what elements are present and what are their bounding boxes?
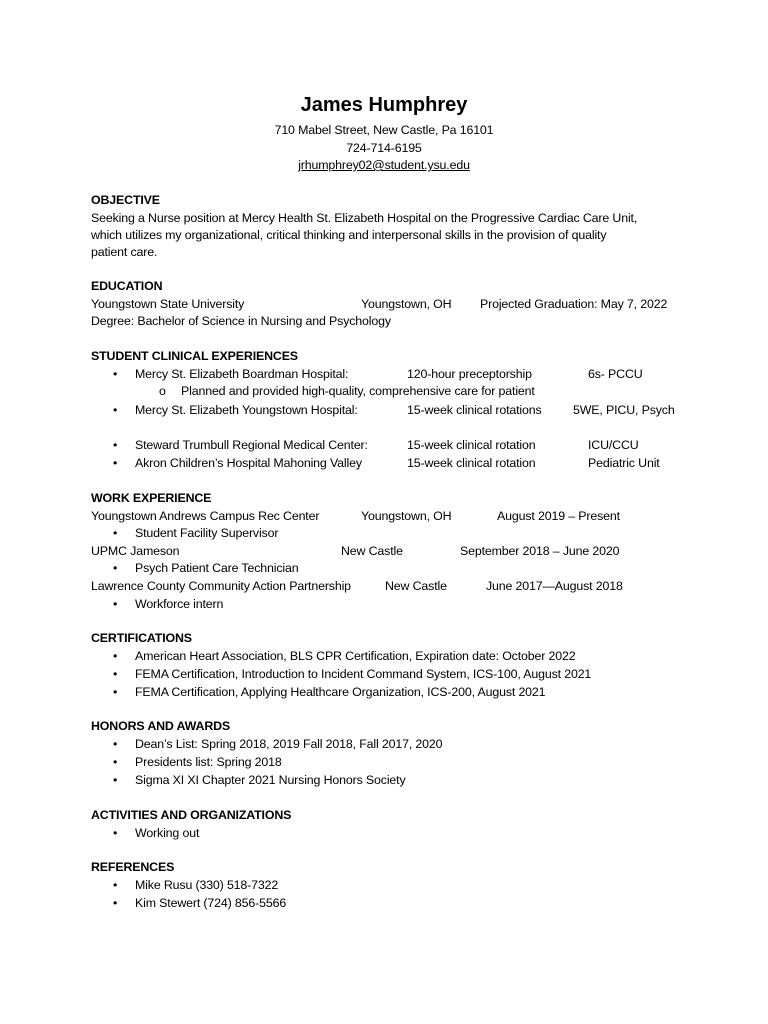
bullet-icon: • — [113, 878, 118, 892]
clinical-unit: ICU/CCU — [588, 438, 639, 452]
clinical-unit: 6s- PCCU — [588, 367, 643, 381]
clinical-place: Mercy St. Elizabeth Youngstown Hospital: — [135, 403, 358, 417]
education-heading: EDUCATION — [91, 279, 163, 293]
clinical-duration: 120-hour preceptorship — [407, 367, 532, 381]
bullet-icon: • — [113, 367, 118, 381]
bullet-icon: • — [113, 737, 118, 751]
bullet-icon: • — [113, 896, 118, 910]
reference-item — [113, 895, 287, 911]
clinical-item — [113, 455, 362, 471]
work-heading: WORK EXPERIENCE — [91, 491, 212, 505]
certification-text: FEMA Certification, Introduction to Incident Command System, ICS-100, August 2021 — [135, 667, 592, 681]
work-role-item — [113, 596, 224, 612]
honor-item — [113, 754, 282, 770]
education-school: Youngstown State University — [91, 297, 245, 311]
candidate-phone: 724-714-6195 — [346, 141, 422, 155]
education-degree: Degree: Bachelor of Science in Nursing and Psychology — [91, 314, 391, 328]
clinical-duration: 15-week clinical rotation — [407, 438, 536, 452]
honors-heading: HONORS AND AWARDS — [91, 719, 231, 733]
work-role-item — [113, 525, 279, 541]
honor-text: Dean’s List: Spring 2018, 2019 Fall 2018, Fall 2017, 2020 — [135, 737, 443, 751]
activities-heading: ACTIVITIES AND ORGANIZATIONS — [91, 808, 292, 822]
honor-item — [113, 736, 443, 752]
clinical-unit: 5WE, PICU, Psych — [573, 403, 675, 417]
reference-text: Mike Rusu (330) 518-7322 — [135, 878, 279, 892]
honor-item — [113, 772, 406, 788]
reference-item — [113, 877, 279, 893]
bullet-icon: • — [113, 403, 118, 417]
clinical-place: Mercy St. Elizabeth Boardman Hospital: — [135, 367, 349, 381]
clinical-unit: Pediatric Unit — [588, 456, 660, 470]
clinical-sub-item — [159, 383, 535, 399]
bullet-icon: • — [113, 561, 118, 575]
work-employer: Lawrence County Community Action Partnership — [91, 579, 351, 593]
certification-item — [113, 666, 592, 682]
bullet-icon: • — [113, 456, 118, 470]
activity-text: Working out — [135, 826, 200, 840]
work-location: New Castle — [385, 579, 447, 593]
work-location: Youngstown, OH — [361, 509, 452, 523]
honor-text: Sigma XI XI Chapter 2021 Nursing Honors Society — [135, 773, 406, 787]
objective-line-2: which utilizes my organizational, critical thinking and interpersonal skills in the provision of quality — [91, 228, 607, 242]
work-dates: September 2018 – June 2020 — [460, 544, 620, 558]
work-dates: June 2017—August 2018 — [486, 579, 623, 593]
objective-line-1: Seeking a Nurse position at Mercy Health St. Elizabeth Hospital on the Progressive Cardiac Care Unit, — [91, 211, 638, 225]
bullet-icon: • — [113, 685, 118, 699]
reference-text: Kim Stewert (724) 856-5566 — [135, 896, 287, 910]
certification-item — [113, 684, 546, 700]
work-role-item — [113, 560, 299, 576]
certifications-heading: CERTIFICATIONS — [91, 631, 192, 645]
education-location: Youngstown, OH — [361, 297, 452, 311]
education-graduation: Projected Graduation: May 7, 2022 — [480, 297, 668, 311]
work-employer: Youngstown Andrews Campus Rec Center — [91, 509, 320, 523]
bullet-icon: • — [113, 755, 118, 769]
bullet-icon: • — [113, 826, 118, 840]
bullet-icon: • — [113, 773, 118, 787]
candidate-address: 710 Mabel Street, New Castle, Pa 16101 — [274, 123, 494, 137]
work-dates: August 2019 – Present — [497, 509, 620, 523]
work-role: Psych Patient Care Technician — [135, 561, 299, 575]
clinical-item — [113, 402, 358, 418]
clinical-place: Akron Children’s Hospital Mahoning Valley — [135, 456, 362, 470]
references-heading: REFERENCES — [91, 860, 175, 874]
work-location: New Castle — [341, 544, 403, 558]
candidate-email-link[interactable]: jrhumphrey02@student.ysu.edu — [298, 158, 470, 172]
candidate-name: James Humphrey — [300, 94, 468, 116]
honor-text: Presidents list: Spring 2018 — [135, 755, 282, 769]
bullet-icon: • — [113, 667, 118, 681]
bullet-icon: • — [113, 597, 118, 611]
clinical-item — [113, 437, 368, 453]
objective-heading: OBJECTIVE — [91, 193, 160, 207]
activity-item — [113, 825, 200, 841]
bullet-icon: • — [113, 649, 118, 663]
clinical-duration: 15-week clinical rotation — [407, 456, 536, 470]
clinical-duration: 15-week clinical rotations — [407, 403, 542, 417]
objective-line-3: patient care. — [91, 245, 158, 259]
certification-text: FEMA Certification, Applying Healthcare Organization, ICS-200, August 2021 — [135, 685, 546, 699]
clinical-sub-text: Planned and provided high-quality, comprehensive care for patient — [181, 384, 535, 398]
certification-text: American Heart Association, BLS CPR Certification, Expiration date: October 2022 — [135, 649, 576, 663]
clinical-heading: STUDENT CLINICAL EXPERIENCES — [91, 349, 298, 363]
bullet-icon: • — [113, 526, 118, 540]
work-employer: UPMC Jameson — [91, 544, 180, 558]
bullet-icon: • — [113, 438, 118, 452]
clinical-item — [113, 366, 349, 382]
sub-bullet-icon: o — [159, 384, 166, 398]
certification-item — [113, 648, 576, 664]
clinical-place: Steward Trumbull Regional Medical Center: — [135, 438, 368, 452]
work-role: Workforce intern — [135, 597, 224, 611]
work-role: Student Facility Supervisor — [135, 526, 279, 540]
